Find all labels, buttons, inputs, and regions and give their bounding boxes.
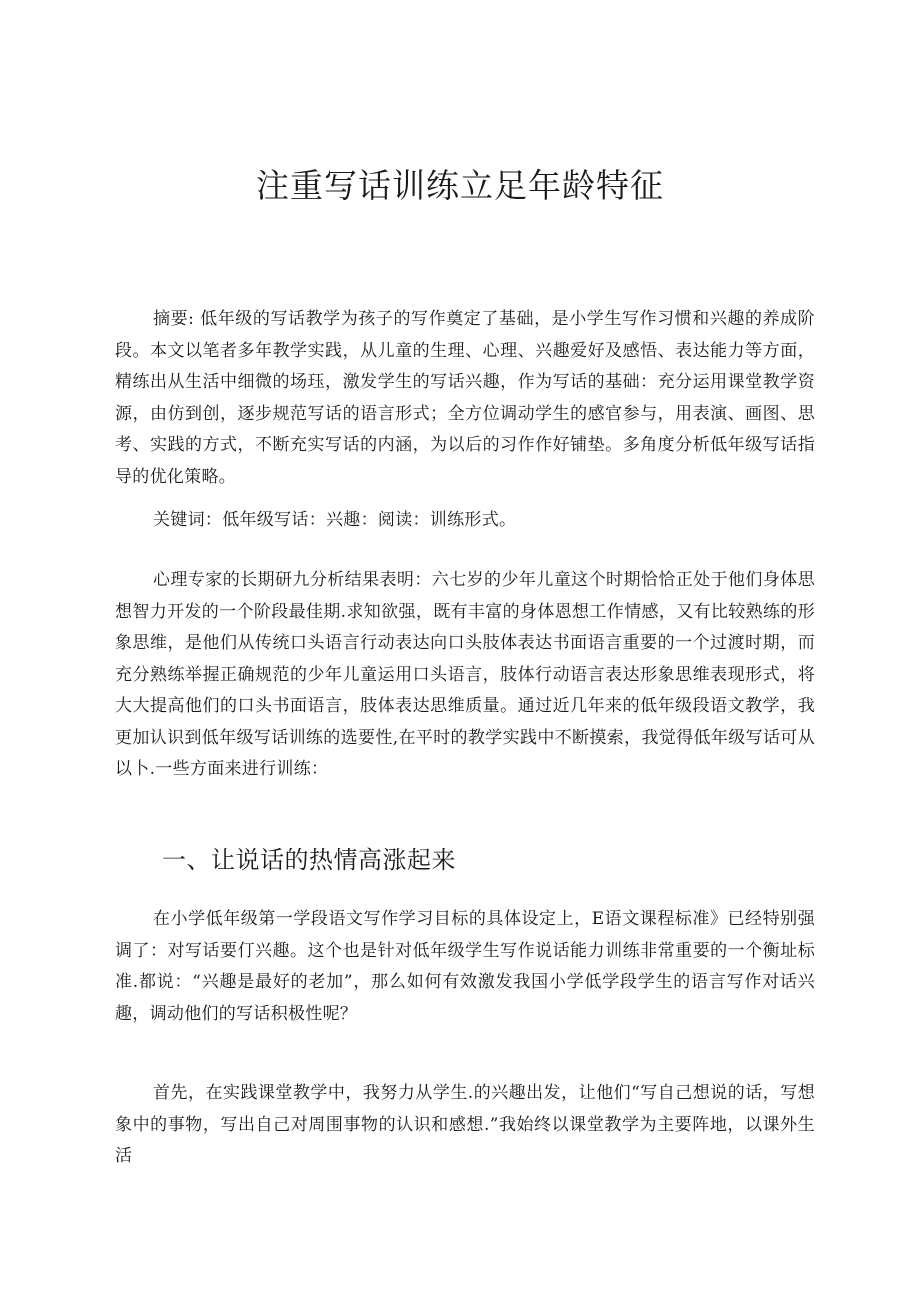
document-title: 注重写话训练立足年龄特征 [256,166,664,205]
section-paragraph: 在小学低年级第一学段语文写作学习目标的具体设定上，E语文课程标准》已经特别强调了：对写话要仃兴趣。这个也是针对低年级学生写作说话能力训练非常重要的一个衡址标准.都说：“兴趣是最好的老加”，那么如何有效激发我国小学低学段学生的语言写作对话兴趣，调动他们的写话积极性呢？ [115,909,815,1024]
keywords-paragraph: 关键词：低年级写话：兴趣：阅读：训练形式。 [153,510,517,530]
section-paragraph: 首先，在实践课堂教学中，我努力从学生.的兴趣出发，让他们“写自己想说的话，写想象中的事物，写出自己对周围事物的认识和感想.”我始终以课堂教学为主要阵地，以课外生活 [115,1083,815,1166]
section-heading: 一、让说话的热情高涨起来 [162,846,456,874]
abstract-paragraph: 摘要: 低年级的写话教学为孩子的写作奠定了基础，是小学生写作习惯和兴趣的养成阶段。本文以笔者多年教学实践，从儿童的生理、心理、兴趣爱好及感悟、表达能力等方面，精练出从生活中细微的场珏，激发学生的写话兴趣，作为写话的基础：充分运用课堂教学资源，由仿到创，逐步规范写话的语言形式；全方位调动学生的感官参与，用表演、画图、思考、实践的方式，不断充实写话的内涵，为以后的习作作好铺垫。多角度分析低年级写话指导的优化策略。 [115,309,815,487]
intro-paragraph: 心理专家的长期研九分析结果表明：六七岁的少年儿童这个时期恰恰正处于他们身体思想智力开发的一个阶段最佳期.求知欲强，既有丰富的身体恩想工作情感，又有比较熟练的形象思维，是他们从传统口头语言行动表达向口头肢体表达书面语言重要的一个过渡时期，而充分熟练举握正确规范的少年儿童运用口头语言，肢体行动语言表达形象思维表现形式，将大大提高他们的口头书面语言，肢体表达思维质量。通过近几年来的低年级段语文教学，我更加认识到低年级写话训练的选要性,在平时的教学实践中不断摸索，我觉得低年级写话可从以卜.一些方面来进行训练： [115,570,815,779]
